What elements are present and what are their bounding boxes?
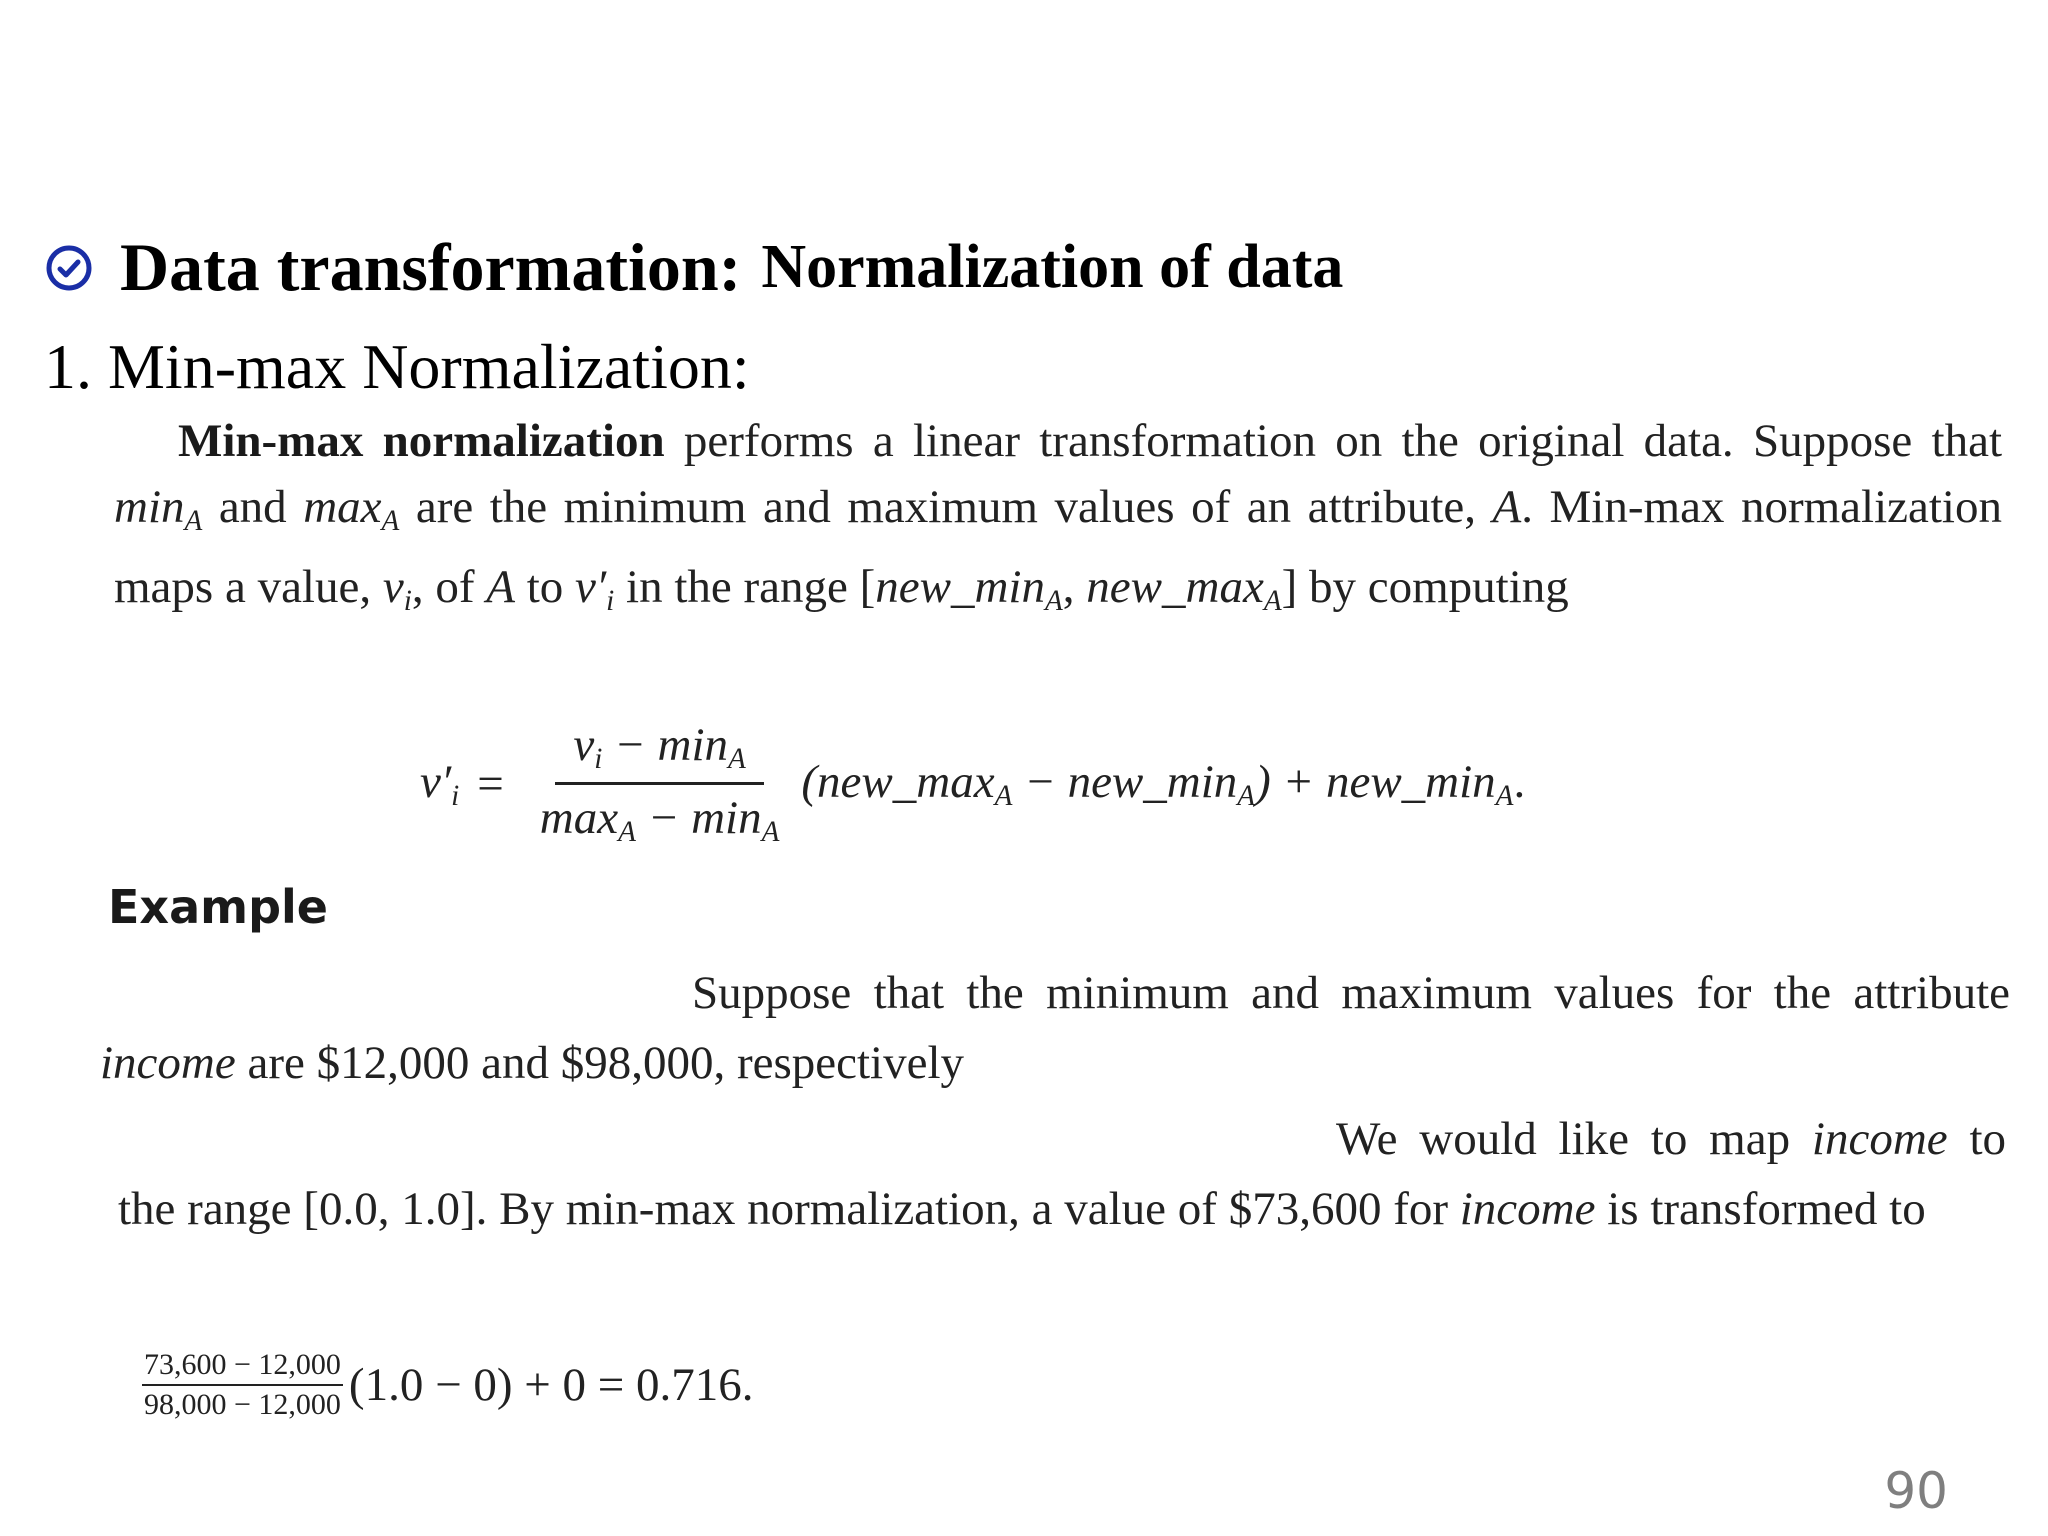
italic-income: income <box>100 1037 236 1089</box>
italic-income: income <box>1811 1113 1948 1165</box>
formula-lhs-v: v′ <box>420 755 452 808</box>
den-A2: A <box>761 816 780 849</box>
tail-sub: A <box>1495 779 1514 812</box>
example-calculation <box>142 1348 754 1422</box>
den-max: max <box>539 792 619 845</box>
formula-lhs-sub: i <box>451 779 460 812</box>
math-newmax: new_max <box>1086 561 1264 614</box>
math-attr: A <box>486 561 515 614</box>
math-vprime: v′ <box>575 561 607 614</box>
tail-part: ) + new_min <box>1255 755 1496 808</box>
math-min: min <box>114 481 185 533</box>
minmax-formula <box>420 718 1525 849</box>
formula-equals: = <box>477 757 504 810</box>
math-max: max <box>303 481 382 533</box>
tail-end: . <box>1513 755 1526 808</box>
text-run: to <box>514 561 576 614</box>
math-sub: A <box>184 505 203 538</box>
formula-fraction <box>522 718 798 849</box>
text-run: , <box>1062 561 1087 614</box>
formula-denominator <box>522 785 798 849</box>
num-sub: i <box>594 743 603 776</box>
example-paragraph-1 <box>100 958 2010 1098</box>
text-run: performs a linear transformation on the original data. Suppose that <box>664 415 2002 467</box>
text-run: are $12,000 and $98,000, respectively <box>235 1037 965 1089</box>
subheading-number: 1. <box>44 331 92 402</box>
num-v: v <box>573 719 595 771</box>
math-newmin: new_min <box>875 561 1045 614</box>
text-run: is transformed to <box>1595 1183 1926 1235</box>
den-A1: A <box>618 816 636 849</box>
text-run: , of <box>411 561 487 614</box>
text-run: Suppose that the minimum and maximum values for the attribute <box>692 967 2010 1019</box>
text-run: ] by computing <box>1281 561 1569 614</box>
text-run: . Min-max normalization maps a value, <box>114 481 2002 614</box>
tail-part: − new_min <box>1012 755 1238 808</box>
math-sub: i <box>606 585 615 618</box>
text-run: and <box>202 481 304 533</box>
text-run: to the range [0.0, 1.0]. By min-max normalization, a value of $73,600 for <box>118 1113 2006 1235</box>
math-sub: A <box>381 505 400 538</box>
slide-heading <box>44 228 1343 307</box>
calc-denominator: 98,000 − 12,000 <box>144 1388 341 1421</box>
calc-numerator: 73,600 − 12,000 <box>142 1348 343 1386</box>
calc-fraction <box>142 1348 343 1422</box>
text-run: in the range [ <box>614 561 876 614</box>
text-run: We would like to map <box>1336 1113 1812 1165</box>
subheading-text: Min-max Normalization: <box>108 331 750 402</box>
formula-numerator <box>555 718 763 785</box>
tail-sub: A <box>1237 779 1256 812</box>
page-number: 90 <box>1884 1462 1948 1520</box>
heading-main-text: Data transformation: <box>120 229 742 305</box>
math-v: v <box>382 561 404 614</box>
definition-paragraph <box>114 408 2002 634</box>
text-run: are the minimum and maximum values of an attribute, <box>399 481 1493 533</box>
example-title: Example <box>108 880 328 934</box>
math-sub: i <box>403 585 412 618</box>
tail-part: (new_max <box>801 755 995 808</box>
math-sub: A <box>1263 585 1282 618</box>
section-subheading <box>44 330 750 404</box>
heading-sub-text: Normalization of data <box>761 233 1344 301</box>
italic-income: income <box>1459 1183 1596 1235</box>
formula-tail <box>801 755 1525 813</box>
check-circle-icon <box>44 243 94 293</box>
example-paragraph-2 <box>118 1104 2006 1244</box>
num-rest: − min <box>602 719 729 771</box>
math-attr: A <box>1492 481 1522 533</box>
math-sub: A <box>1045 585 1063 618</box>
tail-sub: A <box>994 779 1013 812</box>
bold-lead: Min-max normalization <box>178 415 665 467</box>
calc-result: (1.0 − 0) + 0 = 0.716. <box>348 1359 754 1411</box>
num-A: A <box>728 743 746 776</box>
formula-lhs <box>420 755 459 813</box>
den-rest: − min <box>635 792 762 845</box>
